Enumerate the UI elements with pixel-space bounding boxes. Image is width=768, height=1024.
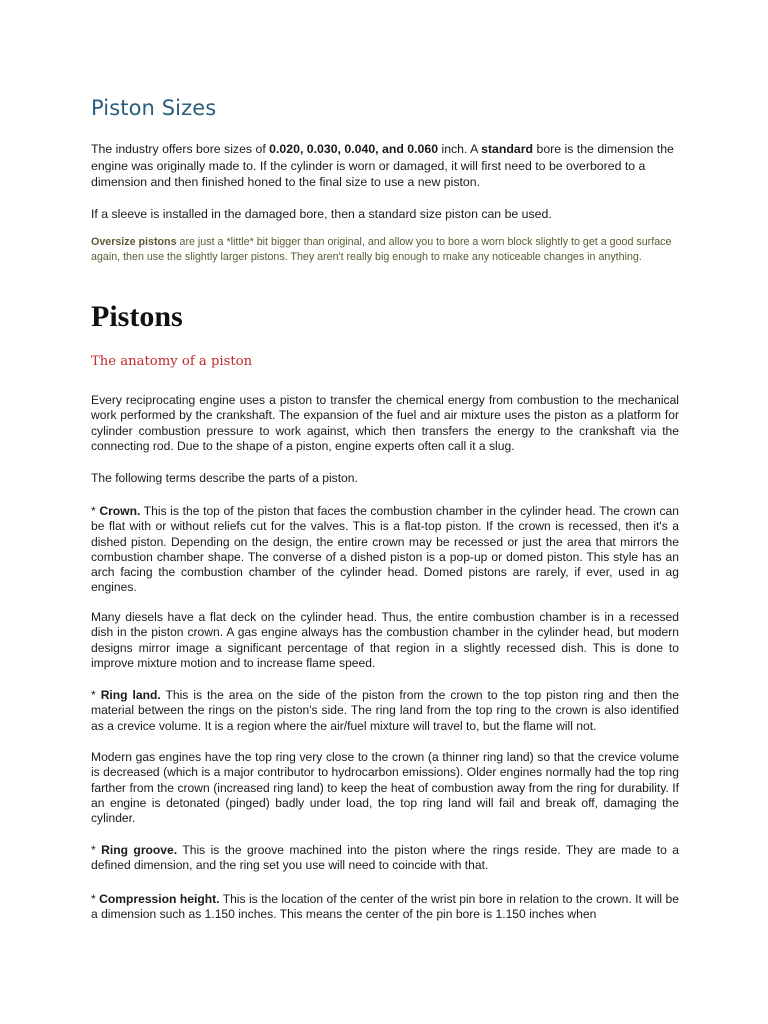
sleeve-paragraph: If a sleeve is installed in the damaged bore, then a standard size piston can be used. [91, 207, 552, 221]
terms-intro-paragraph: The following terms describe the parts of a piston. [91, 471, 358, 485]
ring-land-text: This is the area on the side of the piston from the crown to the top piston ring and then the material between the rings on the piston's side. The ring land from the top ring to the crown is also identified as a crevice volume. It is a region where the air/fuel mixture will travel to, but the flame will not. [91, 688, 679, 733]
anatomy-subheading: The anatomy of a piston [91, 354, 253, 369]
bore-sizes-values: 0.020, 0.030, 0.040, and 0.060 [269, 142, 439, 156]
bullet-marker: * [91, 504, 100, 518]
crown-paragraph [91, 504, 679, 596]
piston-sizes-heading: Piston Sizes [91, 96, 217, 120]
bullet-marker: * [91, 843, 102, 857]
crown-term: Crown. [99, 504, 141, 518]
bullet-marker: * [91, 688, 101, 702]
ring-groove-term: Ring groove. [101, 843, 178, 857]
bore-sizes-paragraph [91, 141, 679, 191]
compression-height-term: Compression height. [99, 892, 220, 906]
ring-land-term: Ring land. [100, 688, 161, 702]
crown-text: This is the top of the piston that faces the combustion chamber in the cylinder head. The crown can be flat with or without reliefs cut for the valves. This is a flat-top piston. If the crown is recessed, then it's a dished piston. Depending on the design, the entire crown may be recessed or just the area that mirrors the combustion chamber shape. The converse of a dished piston is a pop-up or domed piston. This style has an arch facing the combustion chamber of the cylinder head. Domed pistons are rarely, if ever, used in ag engines. [91, 504, 679, 595]
oversize-text: are just a *little* bit bigger than original, and allow you to bore a worn block slightly to get a good surface again, then use the slightly larger pistons. They aren't really big enough to make any noticeable changes in anything. [91, 236, 672, 263]
ring-groove-paragraph [91, 843, 679, 874]
compression-height-paragraph [91, 892, 679, 923]
compression-height-text: This is the location of the center of the wrist pin bore in relation to the crown. It will be a dimension such as 1.150 inches. This means the center of the pin bore is 1.150 inches when [91, 892, 679, 922]
bore-sizes-text-a: The industry offers bore sizes of [91, 142, 270, 156]
bore-sizes-text-c: inch. A [438, 142, 482, 156]
standard-term: standard [481, 142, 534, 156]
intro-paragraph: Every reciprocating engine uses a piston to transfer the chemical energy from combustion to the mechanical work performed by the crankshaft. The expansion of the fuel and air mixture uses the piston as a platform for cylinder combustion pressure to work against, which then transfers the energy to the crankshaft via the connecting rod. Due to the shape of a piston, engine experts often call it a slug. [91, 393, 679, 453]
oversize-note [91, 235, 679, 265]
bore-sizes-text-d: bore is the dimension the engine was originally made to. If the cylinder is worn or damaged, it will first need to be overbored to a dimension and then finished honed to the final size to use a new piston. [91, 142, 674, 190]
bullet-marker: * [91, 892, 100, 906]
pistons-heading: Pistons [91, 300, 183, 333]
diesels-paragraph: Many diesels have a flat deck on the cylinder head. Thus, the entire combustion chamber is in a recessed dish in the piston crown. A gas engine always has the combustion chamber in the cylinder head, but modern designs mirror image a significant percentage of that region in a slightly recessed dish. This is done to improve mixture motion and to increase flame speed. [91, 610, 679, 670]
ring-groove-text: This is the groove machined into the piston where the rings reside. They are made to a defined dimension, and the ring set you use will need to coincide with that. [91, 843, 679, 873]
oversize-term: Oversize pistons [91, 236, 177, 248]
ring-land-paragraph [91, 688, 679, 734]
modern-gas-paragraph: Modern gas engines have the top ring very close to the crown (a thinner ring land) so that the crevice volume is decreased (which is a major contributor to hydrocarbon emissions). Older engines normally had the top ring farther from the crown (increased ring land) to keep the heat of combustion away from the ring for durability. If an engine is detonated (pinged) badly under load, the top ring land will fail and break off, damaging the cylinder. [91, 750, 679, 826]
